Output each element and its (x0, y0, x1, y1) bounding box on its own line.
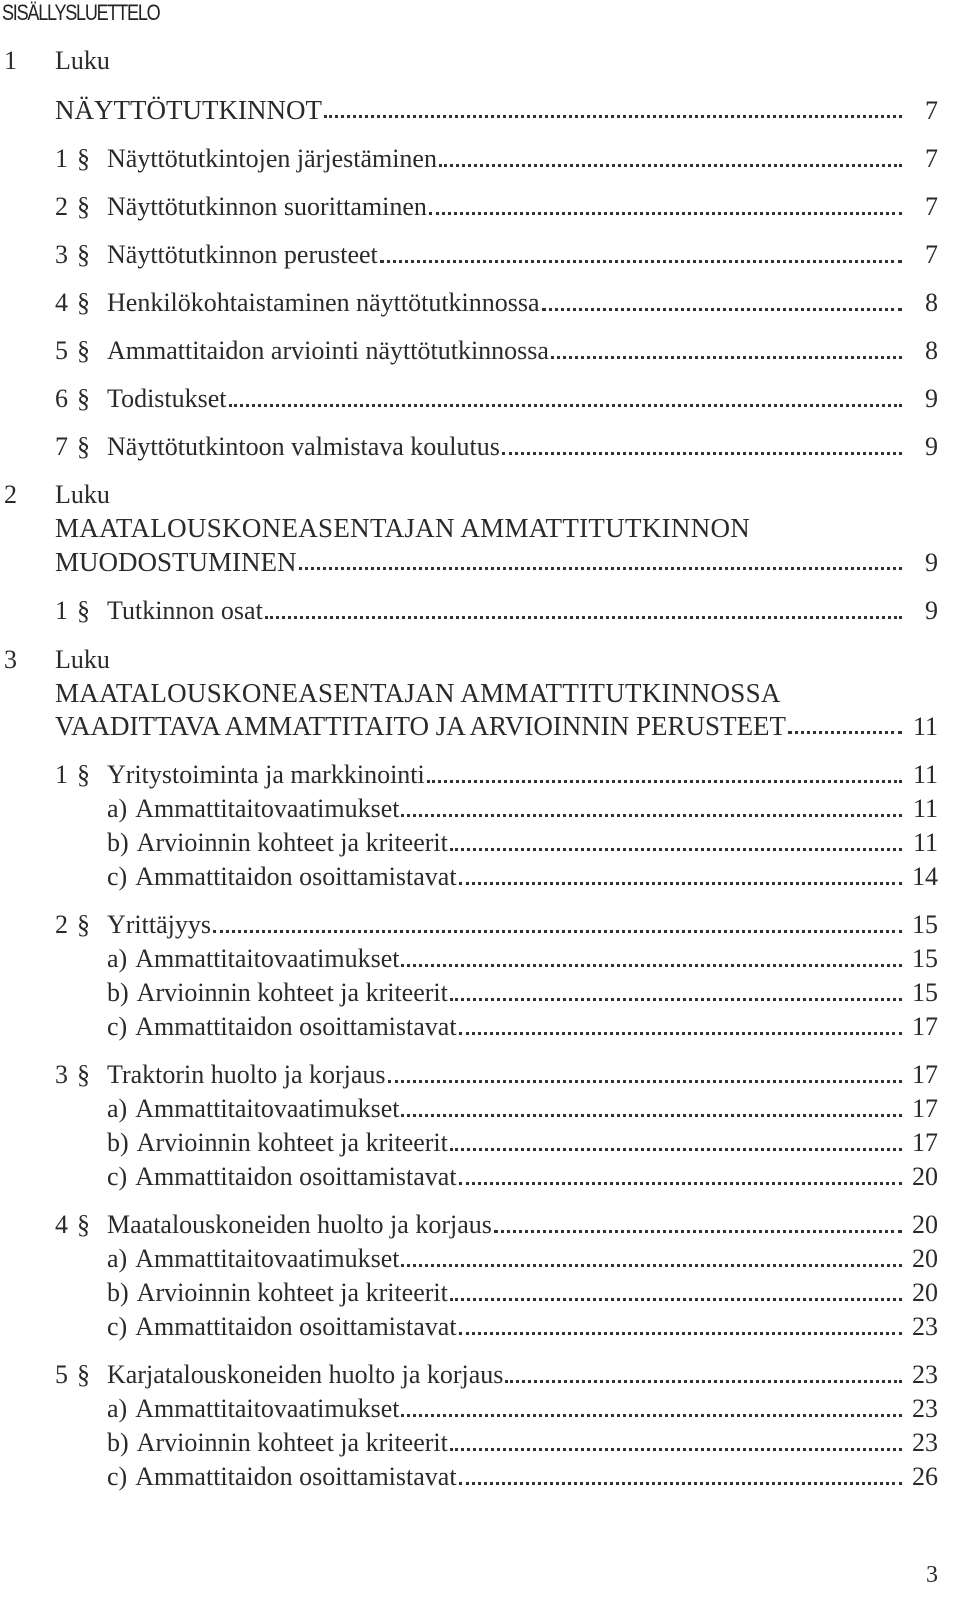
page-ref: 9 (925, 596, 938, 625)
chapter-number: 2 (4, 480, 17, 509)
leader-dots (265, 616, 902, 619)
leader-dots (505, 1380, 902, 1383)
subsection-title: Ammattitaidon osoittamistavat (135, 862, 457, 891)
page-ref: 9 (925, 548, 938, 577)
chapter-heading-line: MAATALOUSKONEASENTAJAN AMMATTITUTKINNON (55, 513, 751, 543)
toc-entry-subsection[interactable] (107, 1244, 938, 1274)
toc-entry-subsection[interactable] (107, 944, 938, 974)
page-ref: 17 (912, 1012, 938, 1041)
leader-dots (450, 998, 902, 1001)
page-ref: 8 (925, 336, 938, 365)
section-sign: § (77, 288, 90, 317)
leader-dots (427, 780, 902, 783)
toc-entry-section[interactable] (55, 596, 938, 626)
subsection-letter: c) (107, 862, 128, 891)
subsection-title: Ammattitaitovaatimukset (135, 1094, 400, 1123)
section-title: Näyttötutkintoon valmistava koulutus (107, 432, 500, 461)
page-ref: 20 (912, 1278, 938, 1307)
section-title: Henkilökohtaistaminen näyttötutkinnossa (107, 288, 540, 317)
chapter-heading: VAADITTAVA AMMATTITAITO JA ARVIOINNIN PERUSTEET (55, 711, 787, 741)
section-sign: § (77, 432, 90, 461)
page-ref: 23 (912, 1312, 938, 1341)
toc-entry-subsection[interactable] (107, 1462, 938, 1492)
section-sign: § (77, 240, 90, 269)
section-title: Traktorin huolto ja korjaus (107, 1060, 386, 1089)
toc-entry-subsection[interactable] (107, 1278, 938, 1308)
subsection-letter: c) (107, 1462, 128, 1491)
toc-entry-section[interactable] (55, 240, 938, 270)
subsection-title: Ammattitaitovaatimukset (135, 944, 400, 973)
page-number: 3 (926, 1562, 938, 1588)
section-title: Näyttötutkinnon perusteet (107, 240, 378, 269)
toc-entry-subsection[interactable] (107, 828, 938, 858)
subsection-letter: b) (107, 1278, 129, 1307)
toc-entry-subsection[interactable] (107, 1312, 938, 1342)
toc-entry-subsection[interactable] (107, 1428, 938, 1458)
page-ref: 11 (912, 828, 938, 857)
page-ref: 20 (912, 1210, 938, 1239)
toc-entry-chapter-1-heading[interactable] (55, 95, 938, 125)
toc-entry-section[interactable] (55, 336, 938, 366)
section-number: 2 (55, 910, 68, 939)
subsection-letter: c) (107, 1012, 128, 1041)
chapter-number: 1 (4, 46, 17, 75)
leader-dots (788, 731, 902, 734)
leader-dots (459, 882, 902, 885)
page-ref: 7 (925, 240, 938, 269)
toc-entry-subsection[interactable] (107, 1394, 938, 1424)
page-ref: 7 (925, 144, 938, 173)
section-sign: § (77, 1360, 90, 1389)
leader-dots (502, 452, 902, 455)
subsection-title: Arvioinnin kohteet ja kriteerit (136, 1128, 448, 1157)
toc-entry-chapter-2-heading[interactable] (55, 547, 938, 577)
page-ref: 26 (912, 1462, 938, 1491)
subsection-title: Arvioinnin kohteet ja kriteerit (136, 978, 448, 1007)
leader-dots (494, 1230, 902, 1233)
section-sign: § (77, 192, 90, 221)
section-number: 5 (55, 336, 68, 365)
page-ref: 9 (925, 432, 938, 461)
leader-dots (213, 930, 902, 933)
leader-dots (450, 1448, 902, 1451)
toc-entry-section[interactable] (55, 760, 938, 790)
toc-entry-section[interactable] (55, 192, 938, 222)
toc-entry-section[interactable] (55, 144, 938, 174)
leader-dots (459, 1332, 902, 1335)
chapter-label: Luku (55, 645, 110, 674)
section-number: 4 (55, 288, 68, 317)
toc-entry-section[interactable] (55, 384, 938, 414)
leader-dots (551, 356, 902, 359)
leader-dots (450, 1298, 902, 1301)
page-ref: 9 (925, 384, 938, 413)
section-number: 4 (55, 1210, 68, 1239)
section-title: Todistukset (107, 384, 227, 413)
page-ref: 23 (912, 1428, 938, 1457)
leader-dots (388, 1080, 902, 1083)
leader-dots (229, 404, 902, 407)
page-ref: 11 (912, 760, 938, 789)
toc-entry-subsection[interactable] (107, 862, 938, 892)
toc-entry-subsection[interactable] (107, 1012, 938, 1042)
chapter-heading: MUODOSTUMINEN (55, 547, 297, 577)
section-title: Maatalouskoneiden huolto ja korjaus (107, 1210, 492, 1239)
section-title: Yritystoiminta ja markkinointi (107, 760, 425, 789)
toc-entry-subsection[interactable] (107, 1128, 938, 1158)
leader-dots (324, 115, 902, 118)
subsection-letter: a) (107, 1394, 128, 1423)
leader-dots (429, 212, 902, 215)
leader-dots (401, 1414, 902, 1417)
toc-entry-section[interactable] (55, 910, 938, 940)
page-ref: 7 (925, 192, 938, 221)
leader-dots (450, 848, 902, 851)
subsection-title: Arvioinnin kohteet ja kriteerit (136, 1278, 448, 1307)
toc-entry-section[interactable] (55, 1210, 938, 1240)
chapter-label: Luku (55, 46, 110, 75)
page-ref: 15 (912, 944, 938, 973)
subsection-letter: c) (107, 1162, 128, 1191)
chapter-number: 3 (4, 645, 17, 674)
subsection-title: Arvioinnin kohteet ja kriteerit (136, 828, 448, 857)
toc-entry-section[interactable] (55, 288, 938, 318)
section-title: Ammattitaidon arviointi näyttötutkinnossa (107, 336, 549, 365)
toc-entry-subsection[interactable] (107, 794, 938, 824)
leader-dots (542, 308, 902, 311)
section-title: Yrittäjyys (107, 910, 211, 939)
section-title: Näyttötutkintojen järjestäminen (107, 144, 437, 173)
leader-dots (401, 964, 902, 967)
leader-dots (439, 164, 902, 167)
leader-dots (450, 1148, 902, 1151)
page-ref: 11 (912, 712, 938, 741)
section-number: 5 (55, 1360, 68, 1389)
subsection-title: Ammattitaidon osoittamistavat (135, 1012, 457, 1041)
subsection-letter: a) (107, 1094, 128, 1123)
leader-dots (401, 1264, 902, 1267)
page-ref: 23 (912, 1394, 938, 1423)
page-ref: 17 (912, 1094, 938, 1123)
leader-dots (459, 1482, 902, 1485)
section-sign: § (77, 1060, 90, 1089)
page-ref: 14 (912, 862, 938, 891)
chapter-label: Luku (55, 480, 110, 509)
subsection-title: Ammattitaidon osoittamistavat (135, 1162, 457, 1191)
section-sign: § (77, 760, 90, 789)
chapter-heading: NÄYTTÖTUTKINNOT (55, 95, 322, 125)
page-ref: 8 (925, 288, 938, 317)
leader-dots (401, 814, 902, 817)
page-ref: 17 (912, 1060, 938, 1089)
section-number: 6 (55, 384, 68, 413)
section-number: 3 (55, 240, 68, 269)
page-ref: 7 (925, 96, 938, 125)
section-title: Näyttötutkinnon suorittaminen (107, 192, 427, 221)
toc-entry-subsection[interactable] (107, 1162, 938, 1192)
section-title: Tutkinnon osat (107, 596, 263, 625)
section-sign: § (77, 910, 90, 939)
document-title: SISÄLLYSLUETTELO (2, 0, 160, 25)
subsection-title: Ammattitaitovaatimukset (135, 1394, 400, 1423)
toc-entry-subsection[interactable] (107, 978, 938, 1008)
subsection-title: Ammattitaidon osoittamistavat (135, 1312, 457, 1341)
section-number: 1 (55, 760, 68, 789)
page-ref: 23 (912, 1360, 938, 1389)
subsection-letter: a) (107, 1244, 128, 1273)
subsection-letter: b) (107, 1428, 129, 1457)
section-sign: § (77, 384, 90, 413)
leader-dots (299, 567, 903, 570)
leader-dots (380, 260, 902, 263)
section-sign: § (77, 336, 90, 365)
section-number: 3 (55, 1060, 68, 1089)
section-number: 1 (55, 596, 68, 625)
leader-dots (459, 1032, 902, 1035)
subsection-letter: b) (107, 828, 129, 857)
toc-entry-subsection[interactable] (107, 1094, 938, 1124)
section-sign: § (77, 144, 90, 173)
subsection-title: Ammattitaitovaatimukset (135, 794, 400, 823)
section-number: 7 (55, 432, 68, 461)
section-title: Karjatalouskoneiden huolto ja korjaus (107, 1360, 504, 1389)
subsection-title: Ammattitaidon osoittamistavat (135, 1462, 457, 1491)
chapter-heading-line: MAATALOUSKONEASENTAJAN AMMATTITUTKINNOSSA (55, 678, 781, 708)
page-ref: 20 (912, 1162, 938, 1191)
section-number: 1 (55, 144, 68, 173)
toc-entry-chapter-3-heading[interactable] (55, 711, 938, 741)
page-ref: 20 (912, 1244, 938, 1273)
section-number: 2 (55, 192, 68, 221)
section-sign: § (77, 596, 90, 625)
subsection-title: Ammattitaitovaatimukset (135, 1244, 400, 1273)
subsection-letter: b) (107, 1128, 129, 1157)
subsection-letter: a) (107, 794, 128, 823)
toc-entry-section[interactable] (55, 1360, 938, 1390)
page-ref: 15 (912, 978, 938, 1007)
toc-entry-section[interactable] (55, 432, 938, 462)
page-ref: 11 (912, 794, 938, 823)
leader-dots (401, 1114, 902, 1117)
subsection-title: Arvioinnin kohteet ja kriteerit (136, 1428, 448, 1457)
subsection-letter: b) (107, 978, 129, 1007)
section-sign: § (77, 1210, 90, 1239)
subsection-letter: c) (107, 1312, 128, 1341)
page-ref: 15 (912, 910, 938, 939)
leader-dots (459, 1182, 902, 1185)
toc-entry-section[interactable] (55, 1060, 938, 1090)
page-ref: 17 (912, 1128, 938, 1157)
subsection-letter: a) (107, 944, 128, 973)
